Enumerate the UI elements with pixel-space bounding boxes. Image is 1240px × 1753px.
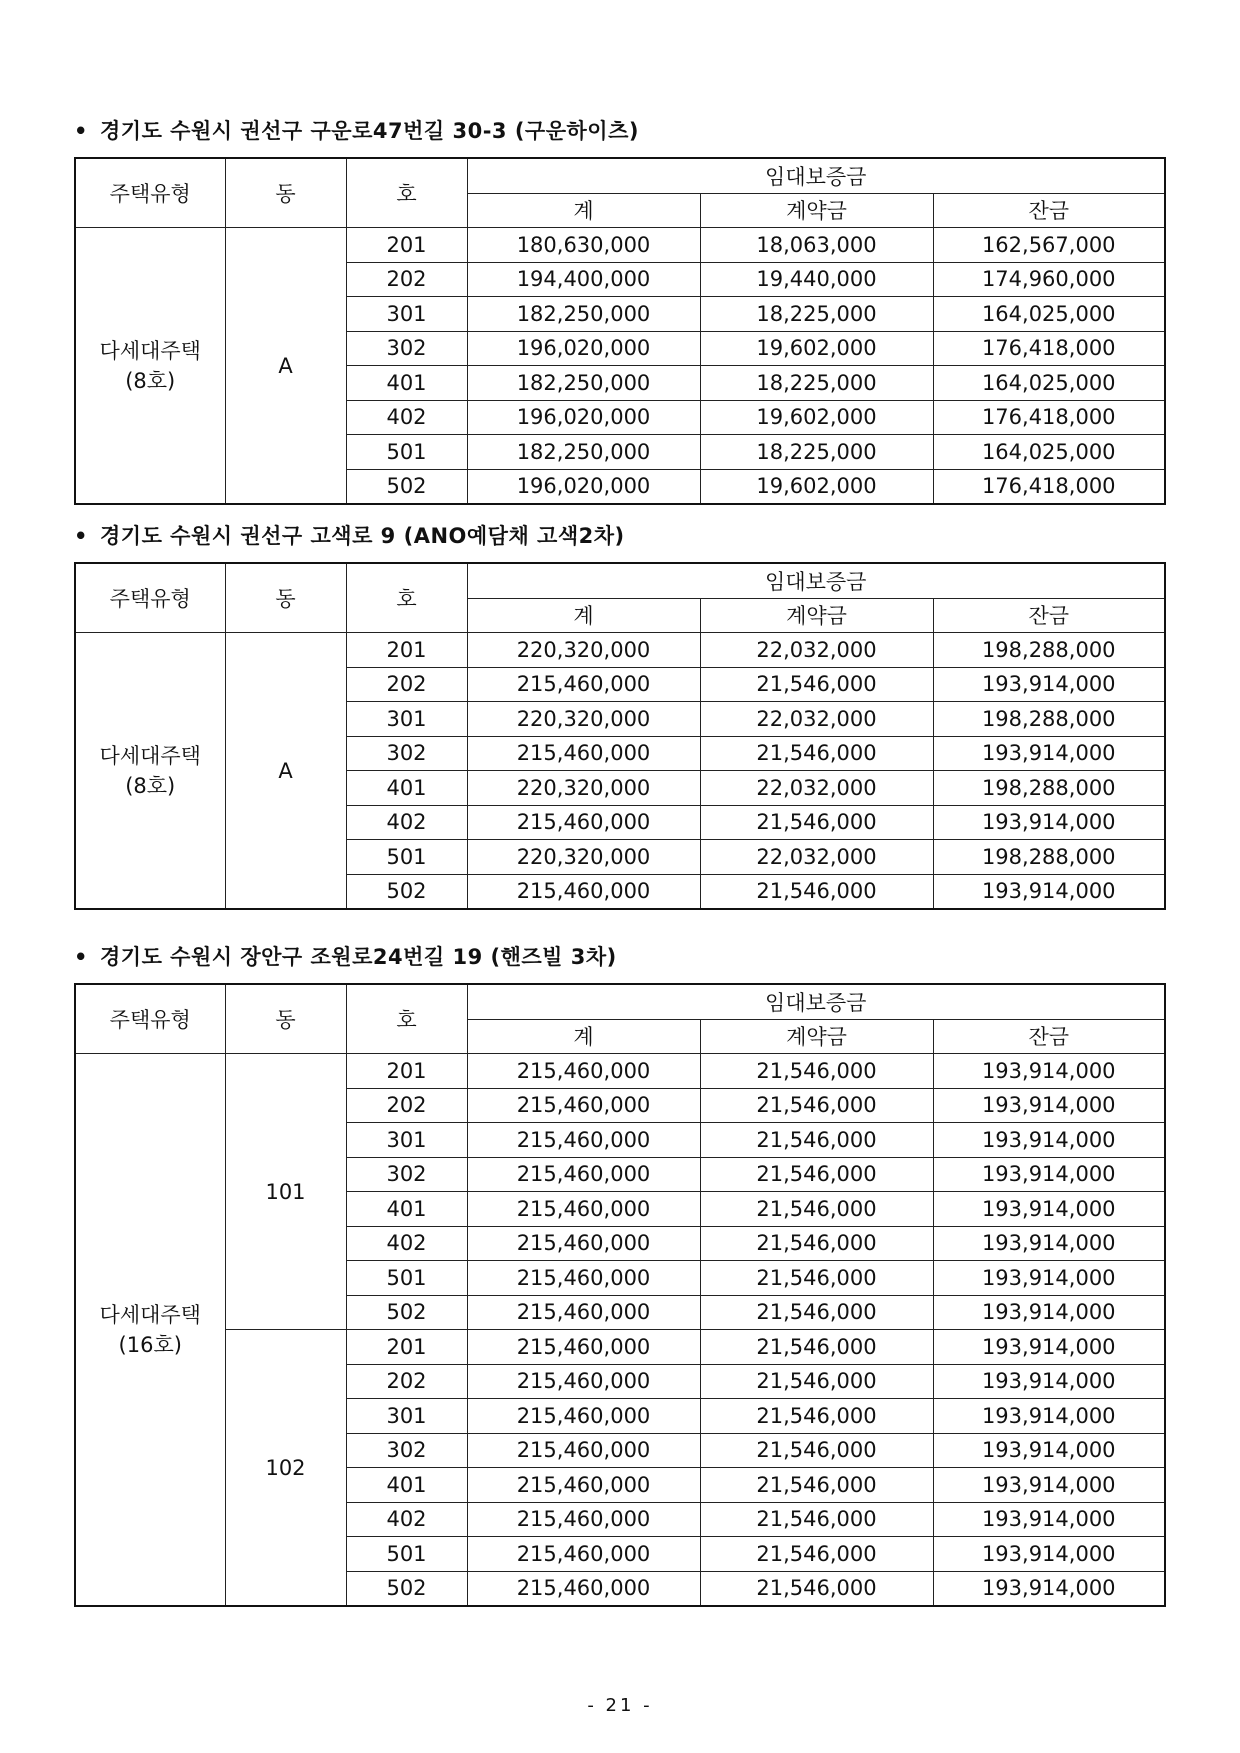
header-row xyxy=(75,984,1165,1019)
total-cell: 215,460,000 xyxy=(467,1502,700,1537)
header-ho: 호 xyxy=(346,158,467,228)
balance-cell: 176,418,000 xyxy=(933,400,1165,435)
header-ho: 호 xyxy=(346,984,467,1054)
ho-cell: 301 xyxy=(346,1123,467,1158)
section-title: • 경기도 수원시 장안구 조원로24번길 19 (핸즈빌 3차) xyxy=(74,945,617,969)
balance-cell: 193,914,000 xyxy=(933,1295,1165,1330)
housing-type: 다세대주택 xyxy=(99,338,201,363)
total-cell: 215,460,000 xyxy=(467,1295,700,1330)
table-body xyxy=(75,984,1165,1606)
housing-type-cell xyxy=(75,1054,225,1607)
total-cell: 215,460,000 xyxy=(467,1261,700,1296)
header-dong: 동 xyxy=(225,158,346,228)
header-total: 계 xyxy=(467,598,700,633)
total-cell: 220,320,000 xyxy=(467,771,700,806)
contract-cell: 21,546,000 xyxy=(700,1502,933,1537)
ho-cell: 501 xyxy=(346,840,467,875)
total-cell: 220,320,000 xyxy=(467,702,700,737)
contract-cell: 21,546,000 xyxy=(700,736,933,771)
table-row xyxy=(75,633,1165,668)
balance-cell: 162,567,000 xyxy=(933,228,1165,263)
contract-cell: 18,225,000 xyxy=(700,435,933,470)
ho-cell: 201 xyxy=(346,1054,467,1089)
balance-cell: 193,914,000 xyxy=(933,1571,1165,1606)
balance-cell: 193,914,000 xyxy=(933,1537,1165,1572)
table-body xyxy=(75,158,1165,504)
ho-cell: 402 xyxy=(346,1502,467,1537)
ho-cell: 401 xyxy=(346,771,467,806)
contract-cell: 21,546,000 xyxy=(700,874,933,909)
contract-cell: 18,225,000 xyxy=(700,366,933,401)
ho-cell: 302 xyxy=(346,1433,467,1468)
ho-cell: 402 xyxy=(346,805,467,840)
balance-cell: 193,914,000 xyxy=(933,1088,1165,1123)
header-balance: 잔금 xyxy=(933,1019,1165,1054)
housing-type: 다세대주택 xyxy=(99,1302,201,1327)
ho-cell: 502 xyxy=(346,469,467,504)
header-contract: 계약금 xyxy=(700,193,933,228)
dong-cell: 102 xyxy=(225,1330,346,1607)
balance-cell: 193,914,000 xyxy=(933,805,1165,840)
ho-cell: 502 xyxy=(346,874,467,909)
balance-cell: 198,288,000 xyxy=(933,840,1165,875)
ho-cell: 302 xyxy=(346,1157,467,1192)
total-cell: 215,460,000 xyxy=(467,1192,700,1227)
contract-cell: 21,546,000 xyxy=(700,1088,933,1123)
balance-cell: 193,914,000 xyxy=(933,1261,1165,1296)
ho-cell: 202 xyxy=(346,667,467,702)
ho-cell: 401 xyxy=(346,1192,467,1227)
balance-cell: 164,025,000 xyxy=(933,297,1165,332)
contract-cell: 21,546,000 xyxy=(700,1295,933,1330)
total-cell: 182,250,000 xyxy=(467,435,700,470)
balance-cell: 176,418,000 xyxy=(933,331,1165,366)
header-contract: 계약금 xyxy=(700,1019,933,1054)
bullet-icon: • xyxy=(74,945,88,969)
header-dong: 동 xyxy=(225,563,346,633)
deposit-table xyxy=(74,983,1166,1607)
total-cell: 220,320,000 xyxy=(467,840,700,875)
table-body xyxy=(75,563,1165,909)
contract-cell: 21,546,000 xyxy=(700,1261,933,1296)
header-balance: 잔금 xyxy=(933,598,1165,633)
total-cell: 215,460,000 xyxy=(467,1088,700,1123)
ho-cell: 501 xyxy=(346,1537,467,1572)
contract-cell: 21,546,000 xyxy=(700,1433,933,1468)
ho-cell: 302 xyxy=(346,331,467,366)
ho-cell: 301 xyxy=(346,297,467,332)
bullet-icon: • xyxy=(74,119,88,143)
dong-cell: 101 xyxy=(225,1054,346,1330)
contract-cell: 21,546,000 xyxy=(700,1537,933,1572)
total-cell: 215,460,000 xyxy=(467,1123,700,1158)
contract-cell: 22,032,000 xyxy=(700,633,933,668)
balance-cell: 193,914,000 xyxy=(933,1054,1165,1089)
contract-cell: 19,440,000 xyxy=(700,262,933,297)
ho-cell: 302 xyxy=(346,736,467,771)
ho-cell: 501 xyxy=(346,1261,467,1296)
contract-cell: 19,602,000 xyxy=(700,469,933,504)
balance-cell: 198,288,000 xyxy=(933,633,1165,668)
balance-cell: 164,025,000 xyxy=(933,366,1165,401)
dong-cell: A xyxy=(225,228,346,505)
balance-cell: 193,914,000 xyxy=(933,667,1165,702)
contract-cell: 22,032,000 xyxy=(700,840,933,875)
contract-cell: 21,546,000 xyxy=(700,1399,933,1434)
balance-cell: 193,914,000 xyxy=(933,1364,1165,1399)
ho-cell: 401 xyxy=(346,1468,467,1503)
contract-cell: 21,546,000 xyxy=(700,1468,933,1503)
header-row xyxy=(75,158,1165,193)
ho-cell: 301 xyxy=(346,1399,467,1434)
table-row xyxy=(75,228,1165,263)
total-cell: 215,460,000 xyxy=(467,805,700,840)
total-cell: 215,460,000 xyxy=(467,1468,700,1503)
balance-cell: 164,025,000 xyxy=(933,435,1165,470)
section-title: • 경기도 수원시 권선구 구운로47번길 30-3 (구운하이츠) xyxy=(74,119,639,143)
balance-cell: 193,914,000 xyxy=(933,1192,1165,1227)
unit-count: (8호) xyxy=(125,368,176,393)
total-cell: 215,460,000 xyxy=(467,1433,700,1468)
balance-cell: 193,914,000 xyxy=(933,1502,1165,1537)
contract-cell: 21,546,000 xyxy=(700,1123,933,1158)
contract-cell: 21,546,000 xyxy=(700,1330,933,1365)
contract-cell: 21,546,000 xyxy=(700,1157,933,1192)
balance-cell: 193,914,000 xyxy=(933,874,1165,909)
total-cell: 215,460,000 xyxy=(467,1054,700,1089)
contract-cell: 21,546,000 xyxy=(700,1571,933,1606)
balance-cell: 193,914,000 xyxy=(933,736,1165,771)
header-dong: 동 xyxy=(225,984,346,1054)
total-cell: 196,020,000 xyxy=(467,469,700,504)
contract-cell: 21,546,000 xyxy=(700,1226,933,1261)
ho-cell: 202 xyxy=(346,1364,467,1399)
total-cell: 182,250,000 xyxy=(467,297,700,332)
balance-cell: 193,914,000 xyxy=(933,1157,1165,1192)
total-cell: 196,020,000 xyxy=(467,331,700,366)
total-cell: 215,460,000 xyxy=(467,1399,700,1434)
table-row xyxy=(75,1330,1165,1365)
contract-cell: 19,602,000 xyxy=(700,331,933,366)
header-type: 주택유형 xyxy=(75,563,225,633)
total-cell: 182,250,000 xyxy=(467,366,700,401)
ho-cell: 202 xyxy=(346,1088,467,1123)
header-type: 주택유형 xyxy=(75,158,225,228)
header-balance: 잔금 xyxy=(933,193,1165,228)
contract-cell: 18,063,000 xyxy=(700,228,933,263)
total-cell: 215,460,000 xyxy=(467,1364,700,1399)
total-cell: 215,460,000 xyxy=(467,1571,700,1606)
ho-cell: 201 xyxy=(346,1330,467,1365)
header-contract: 계약금 xyxy=(700,598,933,633)
housing-type-cell xyxy=(75,228,225,505)
total-cell: 194,400,000 xyxy=(467,262,700,297)
header-ho: 호 xyxy=(346,563,467,633)
contract-cell: 18,225,000 xyxy=(700,297,933,332)
header-total: 계 xyxy=(467,193,700,228)
ho-cell: 202 xyxy=(346,262,467,297)
balance-cell: 193,914,000 xyxy=(933,1399,1165,1434)
table-row xyxy=(75,1054,1165,1089)
contract-cell: 22,032,000 xyxy=(700,771,933,806)
balance-cell: 176,418,000 xyxy=(933,469,1165,504)
total-cell: 215,460,000 xyxy=(467,874,700,909)
balance-cell: 198,288,000 xyxy=(933,702,1165,737)
contract-cell: 21,546,000 xyxy=(700,805,933,840)
contract-cell: 19,602,000 xyxy=(700,400,933,435)
housing-type: 다세대주택 xyxy=(99,743,201,768)
balance-cell: 198,288,000 xyxy=(933,771,1165,806)
total-cell: 215,460,000 xyxy=(467,736,700,771)
total-cell: 215,460,000 xyxy=(467,1226,700,1261)
bullet-icon: • xyxy=(74,524,88,548)
header-row xyxy=(75,563,1165,598)
total-cell: 215,460,000 xyxy=(467,667,700,702)
header-type: 주택유형 xyxy=(75,984,225,1054)
unit-count: (8호) xyxy=(125,773,176,798)
contract-cell: 21,546,000 xyxy=(700,1364,933,1399)
header-deposit: 임대보증금 xyxy=(467,563,1165,598)
total-cell: 220,320,000 xyxy=(467,633,700,668)
contract-cell: 21,546,000 xyxy=(700,667,933,702)
ho-cell: 402 xyxy=(346,400,467,435)
ho-cell: 301 xyxy=(346,702,467,737)
dong-cell: A xyxy=(225,633,346,910)
contract-cell: 22,032,000 xyxy=(700,702,933,737)
total-cell: 180,630,000 xyxy=(467,228,700,263)
unit-count: (16호) xyxy=(118,1332,182,1357)
balance-cell: 193,914,000 xyxy=(933,1433,1165,1468)
ho-cell: 201 xyxy=(346,633,467,668)
header-deposit: 임대보증금 xyxy=(467,984,1165,1019)
contract-cell: 21,546,000 xyxy=(700,1054,933,1089)
deposit-table xyxy=(74,562,1166,910)
header-deposit: 임대보증금 xyxy=(467,158,1165,193)
header-total: 계 xyxy=(467,1019,700,1054)
ho-cell: 502 xyxy=(346,1295,467,1330)
balance-cell: 193,914,000 xyxy=(933,1330,1165,1365)
total-cell: 215,460,000 xyxy=(467,1537,700,1572)
contract-cell: 21,546,000 xyxy=(700,1192,933,1227)
ho-cell: 502 xyxy=(346,1571,467,1606)
balance-cell: 193,914,000 xyxy=(933,1226,1165,1261)
total-cell: 215,460,000 xyxy=(467,1330,700,1365)
page-number: - 21 - xyxy=(587,1695,653,1716)
ho-cell: 501 xyxy=(346,435,467,470)
balance-cell: 193,914,000 xyxy=(933,1123,1165,1158)
ho-cell: 401 xyxy=(346,366,467,401)
ho-cell: 201 xyxy=(346,228,467,263)
balance-cell: 174,960,000 xyxy=(933,262,1165,297)
balance-cell: 193,914,000 xyxy=(933,1468,1165,1503)
total-cell: 215,460,000 xyxy=(467,1157,700,1192)
total-cell: 196,020,000 xyxy=(467,400,700,435)
housing-type-cell xyxy=(75,633,225,910)
ho-cell: 402 xyxy=(346,1226,467,1261)
deposit-table xyxy=(74,157,1166,505)
section-title: • 경기도 수원시 권선구 고색로 9 (ANO예담채 고색2차) xyxy=(74,524,625,548)
